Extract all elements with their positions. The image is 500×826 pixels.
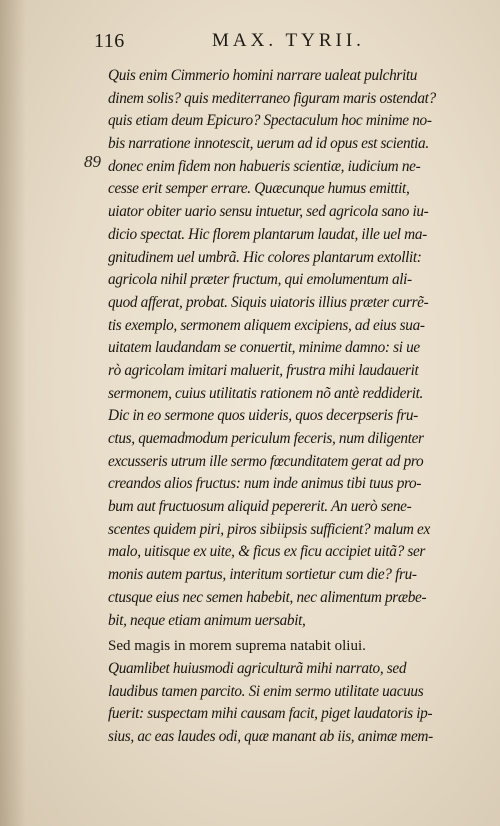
text-line: cesse erit semper errare. Quæcunque humus emittit,	[108, 180, 410, 198]
text-line: dicio spectat. Hic florem plantarum laudat, ille uel ma-	[108, 225, 427, 243]
text-line: bum aut fructuosum aliquid pepererit. An uerò sene-	[108, 498, 412, 516]
text-line: dinem solis? quis mediterraneo figuram maris ostendat?	[108, 89, 436, 107]
verse-line: Sed magis in morem suprema natabit oliui.	[108, 638, 366, 655]
text-line: scentes quidem piri, piros sibiipsis sufficient? malum ex	[108, 520, 430, 538]
body-text	[108, 65, 468, 749]
text-line: quis etiam deum Epicuro? Spectaculum hoc minime no-	[108, 112, 432, 130]
text-line: donec enim fidem non habueris scientiæ, iudicium ne-	[108, 157, 421, 175]
text-line: fuerit: suspectam mihi causam facit, piget laudatoris ip-	[108, 705, 433, 723]
text-line: ctus, quemadmodum periculum feceris, num diligenter	[108, 430, 424, 447]
page-header	[94, 30, 460, 54]
running-head: MAX. TYRII.	[212, 30, 365, 51]
gutter-shadow	[0, 0, 26, 826]
margin-section-number: 89	[84, 152, 101, 171]
text-line: sius, ac eas laudes odi, quæ manant ab iis, animæ mem-	[108, 727, 433, 745]
text-line: ctusque eius nec semen habebit, nec alimentum præbe-	[108, 588, 427, 606]
text-line: laudibus tamen parcito. Si enim sermo utilitate uacuus	[108, 682, 424, 700]
page-number: 116	[94, 30, 125, 52]
text-line: Quamlibet huiusmodi agriculturã mihi narrato, sed	[108, 659, 407, 677]
text-line: creandos alios fructus: num inde animus tibi tuus pro-	[108, 475, 422, 493]
text-line: Dic in eo sermone quos uideris, quos decerpseris fru-	[108, 407, 418, 425]
text-line: monis autem partus, interitum sortietur cum die? fru-	[108, 566, 417, 584]
text-line: quod afferat, probat. Siquis uiatoris illius præter currẽ-	[108, 293, 429, 311]
text-line: rò agricolam imitari maluerit, frustra mihi laudauerit	[108, 361, 419, 379]
text-line: sermonem, cuius utilitatis rationem nõ antè reddiderit.	[108, 384, 423, 402]
text-line: bis narratione innotescit, uerum ad id opus est scientia.	[108, 135, 429, 153]
text-line: agricola nihil præter fructum, qui emolumentum ali-	[108, 271, 412, 289]
text-line: tis exemplo, sermonem aliquem excipiens, ad eius sua-	[108, 316, 425, 334]
text-line: uiator obiter uario sensu intuetur, sed agricola sano iu-	[108, 203, 429, 221]
text-line: gnitudinem uel umbrã. Hic colores plantarum extollit:	[108, 248, 422, 266]
text-line: uitatem laudandam se conuertit, minime damno: si ue	[108, 339, 420, 357]
text-line: Quis enim Cimmerio homini narrare ualeat pulchritu	[108, 67, 418, 84]
text-line: excusseris utrum ille sermo fœcunditatem gerat ad pro	[108, 452, 424, 470]
text-line: malo, uitisque ex uite, & ficus ex ficu accipiet uitã? ser	[108, 543, 426, 561]
text-line: bit, neque etiam animum uersabit,	[108, 611, 306, 629]
